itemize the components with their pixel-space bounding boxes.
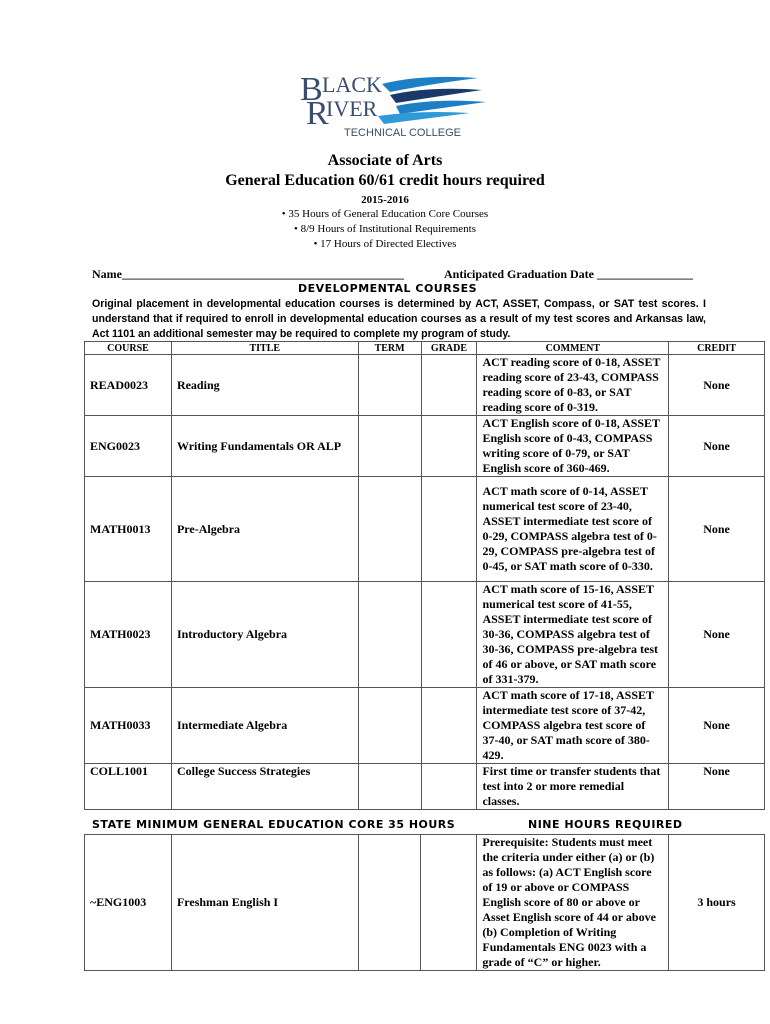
- term-cell[interactable]: [358, 764, 421, 810]
- table-row: [85, 416, 765, 477]
- credit-cell: None: [669, 688, 765, 764]
- comment-cell: ACT English score of 0-18, ASSET English score of 0-43, COMPASS writing score of 0-79, or SAT English score of 360-469.: [477, 416, 669, 477]
- comment-cell: ACT math score of 15-16, ASSET numerical test score of 41-55, ASSET intermediate test score of 30-36, COMPASS algebra test of 30-36, COMPASS pre-algebra test of 46 or above, or SAT math score of 331-379.: [477, 582, 669, 688]
- course-code: MATH0023: [85, 582, 172, 688]
- col-credit: CREDIT: [669, 342, 765, 355]
- course-title: College Success Strategies: [171, 764, 358, 810]
- comment-cell: ACT reading score of 0-18, ASSET reading score of 23-43, COMPASS reading score of 0-83, or SAT reading score of 0-319.: [477, 355, 669, 416]
- course-title: Reading: [171, 355, 358, 416]
- term-cell[interactable]: [358, 688, 421, 764]
- grade-cell[interactable]: [421, 835, 477, 971]
- table-row: [85, 835, 765, 971]
- table-row: [85, 355, 765, 416]
- program-title: Associate of Arts: [327, 152, 443, 169]
- grade-cell[interactable]: [421, 477, 477, 582]
- term-cell[interactable]: [358, 355, 421, 416]
- placement-note: Original placement in developmental education courses is determined by ACT, ASSET, Compass, or SAT test scores. I understand that if required to enroll in developmental education courses as a result of my test scores and Arkansas law, Act 1101 an additional semester may be required to complete my program of study.: [92, 298, 706, 340]
- table-row: [85, 764, 765, 810]
- logo-line2: IVER: [326, 96, 378, 121]
- logo-line3: TECHNICAL COLLEGE: [344, 127, 461, 139]
- logo-line1: LACK: [322, 72, 382, 97]
- table-row: [85, 477, 765, 582]
- comment-cell: First time or transfer students that test into 2 or more remedial classes.: [477, 764, 669, 810]
- grade-cell[interactable]: [421, 764, 477, 810]
- gen-ed-heading: STATE MINIMUM GENERAL EDUCATION CORE 35 HOURS: [92, 818, 456, 831]
- term-cell[interactable]: [358, 416, 421, 477]
- college-logo: [300, 70, 490, 140]
- col-grade: GRADE: [421, 342, 477, 355]
- credit-cell: None: [669, 582, 765, 688]
- credit-cell: None: [669, 416, 765, 477]
- student-info-row: [92, 267, 712, 282]
- course-title: Freshman English I: [171, 835, 358, 971]
- requirement-bullet: • 35 Hours of General Education Core Courses: [281, 208, 489, 220]
- logo-initial-r: R: [306, 95, 329, 132]
- logo-initial-b: B: [300, 71, 323, 108]
- term-cell[interactable]: [358, 582, 421, 688]
- col-term: TERM: [358, 342, 421, 355]
- river-waves-icon: [378, 77, 486, 124]
- requirement-bullet: • 17 Hours of Directed Electives: [313, 238, 457, 250]
- col-comment: COMMENT: [477, 342, 669, 355]
- table-header-row: [85, 342, 765, 355]
- course-code: ENG0023: [85, 416, 172, 477]
- requirement-bullet: • 8/9 Hours of Institutional Requirements: [294, 223, 476, 235]
- nine-hours-heading: NINE HOURS REQUIRED: [528, 818, 683, 831]
- course-title: Pre-Algebra: [171, 477, 358, 582]
- credit-cell: None: [669, 355, 765, 416]
- term-cell[interactable]: [358, 835, 421, 971]
- course-title: Intermediate Algebra: [171, 688, 358, 764]
- course-code: ~ENG1003: [85, 835, 172, 971]
- col-course: COURSE: [85, 342, 172, 355]
- credit-cell: None: [669, 764, 765, 810]
- credit-cell: None: [669, 477, 765, 582]
- developmental-table: [84, 341, 765, 810]
- course-code: READ0023: [85, 355, 172, 416]
- grade-cell[interactable]: [421, 416, 477, 477]
- grade-cell[interactable]: [421, 582, 477, 688]
- comment-cell: Prerequisite: Students must meet the criteria under either (a) or (b) as follows: (a) ACT English score of 19 or above or COMPASS English score of 80 or above or Asset English score of 44 or above (b) Completion of Writing Fundamentals ENG 0023 with a grade of “C” or higher.: [477, 835, 669, 971]
- catalog-year: 2015-2016: [361, 194, 409, 206]
- grade-cell[interactable]: [421, 688, 477, 764]
- comment-cell: ACT math score of 17-18, ASSET intermediate test score of 37-42, COMPASS algebra test score of 37-40, or SAT math score of 380-429.: [477, 688, 669, 764]
- course-code: MATH0033: [85, 688, 172, 764]
- table-row: [85, 688, 765, 764]
- comment-cell: ACT math score of 0-14, ASSET numerical test score of 23-40, ASSET intermediate test score of 0-29, COMPASS algebra test of 0-29, COMPASS pre-algebra test of 0-45, or SAT math score of 0-330.: [477, 477, 669, 582]
- program-subtitle: General Education 60/61 credit hours required: [225, 172, 545, 189]
- course-code: MATH0013: [85, 477, 172, 582]
- name-field[interactable]: Name_______________________________________________: [92, 267, 404, 281]
- credit-cell: 3 hours: [669, 835, 765, 971]
- developmental-heading: DEVELOPMENTAL COURSES: [298, 282, 478, 295]
- col-title: TITLE: [171, 342, 358, 355]
- table-row: [85, 582, 765, 688]
- gen-ed-table: [84, 834, 765, 971]
- graduation-date-field[interactable]: Anticipated Graduation Date ________________: [444, 267, 693, 281]
- grade-cell[interactable]: [421, 355, 477, 416]
- course-code: COLL1001: [85, 764, 172, 810]
- course-title: Writing Fundamentals OR ALP: [171, 416, 358, 477]
- term-cell[interactable]: [358, 477, 421, 582]
- course-title: Introductory Algebra: [171, 582, 358, 688]
